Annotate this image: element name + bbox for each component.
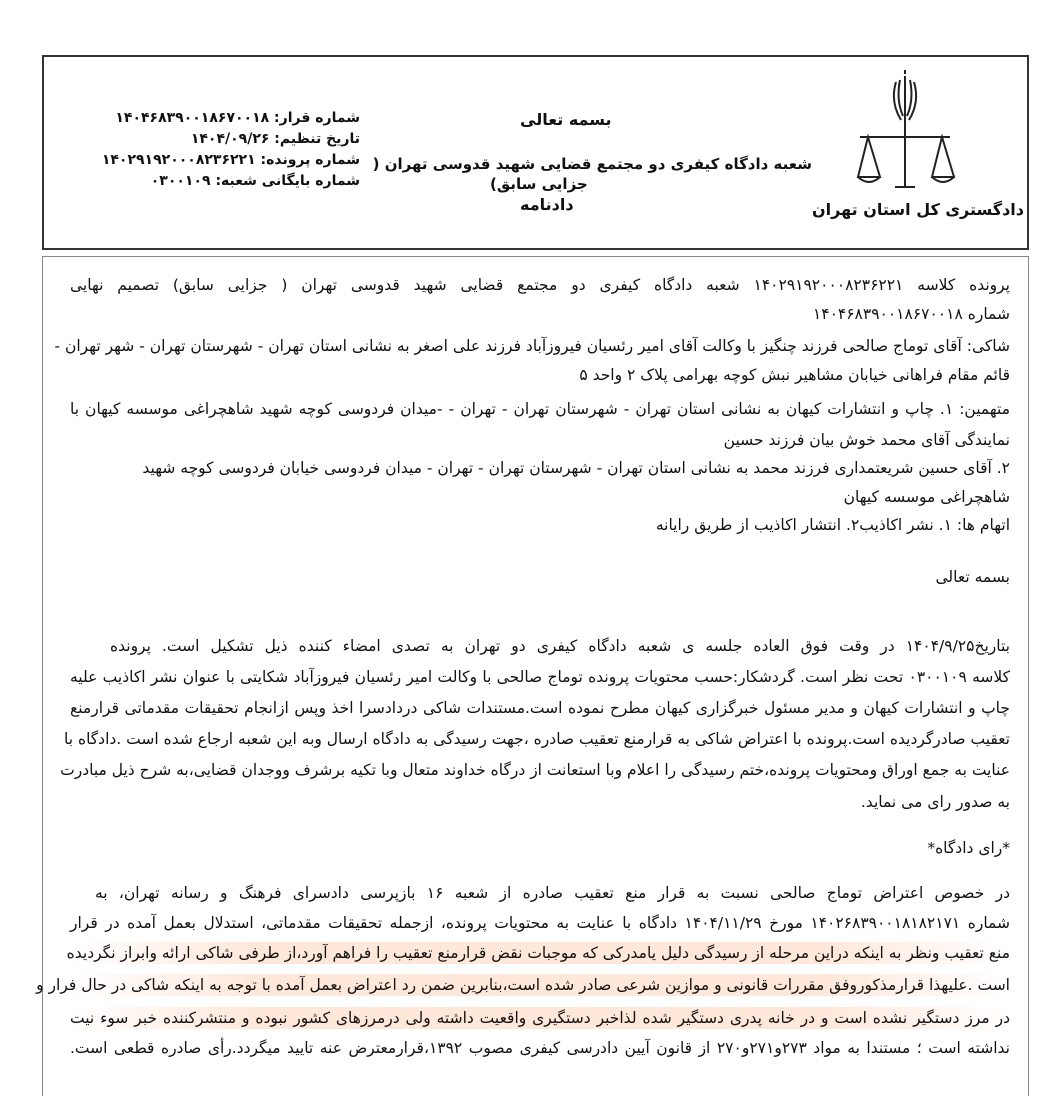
- document-meta: [70, 108, 360, 192]
- verdict-line: نداشته است ؛ مستندا به مواد ۲۷۳و۲۷۱و۲۷۰ از قانون آیین دادرسی کیفری مصوب ۱۳۹۲،قرارمعترض عنه تایید میگردد.رأی صادره قطعی است.: [70, 1039, 1010, 1057]
- case-info-line: شماره ۱۴۰۴۶۸۳۹۰۰۱۸۶۷۰۰۱۸: [812, 305, 1010, 323]
- bismillah-body: بسمه تعالی: [935, 568, 1010, 586]
- verdict-line: است .علیهذا قرارمذکوروفق مقررات قانونی و موازین شرعی صادر شده است،بنابرین ضمن رد اعتراض بعمل آمده با توجه به اینکه شاکی در حال فرار و: [36, 976, 1010, 994]
- verdict-title: *رای دادگاه*: [927, 839, 1010, 857]
- verdict-line: در مرز دستگیر نشده است و در خانه پدری دستگیر شده لذاخبر دستگیری واقعیت داشته ولی درمرزهای کشور نبوده و منتشرکننده خبر سوء نیت: [70, 1009, 1010, 1027]
- document-type: دادنامه: [520, 195, 574, 214]
- decision-number: شماره قرار: ۱۴۰۴۶۸۳۹۰۰۱۸۶۷۰۰۱۸: [115, 110, 360, 126]
- verdict-line: شماره ۱۴۰۲۶۸۳۹۰۰۱۸۱۸۲۱۷۱ مورخ ۱۴۰۴/۱۱/۲۹ دادگاه با عنایت به محتویات پرونده، ازجمله تحقیقات مقدماتی، استدلال بعمل آمده در قرار: [70, 914, 1010, 932]
- bismillah-header: بسمه تعالی: [520, 110, 612, 129]
- session-line: چاپ و انتشارات کیهان و مدیر مسئول خبرگزاری کیهان مطرح نموده است.مستندات شاکی دردادسرا اخذ وپس ازانجام تحقیقات مقدماتی قرارمنع: [70, 699, 1010, 717]
- plaintiff-line: شاکی: آقای توماج صالحی فرزند چنگیز با وکالت آقای امیر رئسیان فیروزآباد فرزند علی اصغر به نشانی استان تهران - شهرستان تهران - شهر تهران -: [54, 337, 1010, 355]
- verdict-line: در خصوص اعتراض توماج صالحی نسبت به قرار منع تعقیب صادره از شعبه ۱۶ بازپرسی دادسرای فرهنگ و رسانه تهران، به: [95, 884, 1010, 902]
- session-line: به صدور رای می نماید.: [860, 793, 1010, 811]
- case-info-line: پرونده کلاسه ۱۴۰۲۹۱۹۲۰۰۰۸۲۳۶۲۲۱ شعبه دادگاه کیفری دو مجتمع قضایی شهید قدوسی تهران ( جزایی سابق) تصمیم نهایی: [70, 276, 1010, 294]
- session-line: بتاریخ۱۴۰۴/۹/۲۵ در وقت فوق العاده جلسه ی شعبه دادگاه کیفری دو تهران به تصدی امضاء کننده ذیل تشکیل است. پرونده: [110, 637, 1010, 655]
- session-line: تعقیب صادرگردیده است.پرونده با اعتراض شاکی به قرارمنع تعقیب صادره ،جهت رسیدگی به دادگاه ارسال وبه این شعبه ارجاع شده است .دادگاه با: [64, 730, 1010, 748]
- defendants-line: نمایندگی آقای محمد خوش بیان فرزند حسین: [723, 431, 1010, 449]
- verdict-line: منع تعقیب ونظر به اینکه دراین مرحله از رسیدگی دلیل یامدرکی که موجبات نقض قرارمنع تعقیب را فراهم آورد،از طرفی شاکی ارائه وابراز نگردیده: [66, 944, 1010, 962]
- issue-date: تاریخ تنظیم: ۱۴۰۴/۰۹/۲۶: [190, 131, 360, 147]
- archive-number: شماره بایگانی شعبه: ۰۳۰۰۱۰۹: [150, 173, 360, 189]
- charges: اتهام ها: ۱. نشر اکاذیب۲. انتشار اکاذیب از طریق رایانه: [655, 516, 1010, 534]
- case-number: شماره پرونده: ۱۴۰۲۹۱۹۲۰۰۰۸۲۳۶۲۲۱: [101, 152, 360, 168]
- plaintiff-line: قائم مقام فراهانی خیابان مشاهیر نبش کوچه بهرامی پلاک ۲ واحد ۵: [579, 366, 1010, 384]
- iran-emblem-scales-icon: [850, 62, 960, 192]
- session-line: کلاسه ۰۳۰۰۱۰۹ تحت نظر است. گردشکار:حسب محتویات پرونده توماج صالحی با وکالت امیر رئسیان فیروزآباد شکایتی با عنوان نشر اکاذیب علیه: [70, 668, 1011, 686]
- defendants-line: شاهچراغی موسسه کیهان: [843, 488, 1010, 506]
- court-organization: دادگستری کل استان تهران: [811, 200, 1024, 219]
- defendants-line: متهمین: ۱. چاپ و انتشارات کیهان به نشانی استان تهران - شهرستان تهران - تهران - -میدان فردوسی کوچه شهید شاهچراغی موسسه کیهان با: [70, 400, 1010, 418]
- branch-name: شعبه دادگاه کیفری دو مجتمع قضایی شهید قدوسی تهران (: [372, 155, 812, 173]
- defendants-line: ۲. آقای حسین شریعتمداری فرزند محمد به نشانی استان تهران - شهرستان تهران - تهران - میدان فردوسی خیابان فردوسی کوچه شهید: [142, 459, 1010, 477]
- branch-name-cont: جزایی سابق): [490, 175, 588, 193]
- session-line: عنایت به جمع اوراق ومحتویات پرونده،ختم رسیدگی را اعلام وبا استعانت از درگاه خداوند متعال وبا تکیه برشرف ووجدان قضایی،به شرح ذیل مبادرت: [60, 761, 1010, 779]
